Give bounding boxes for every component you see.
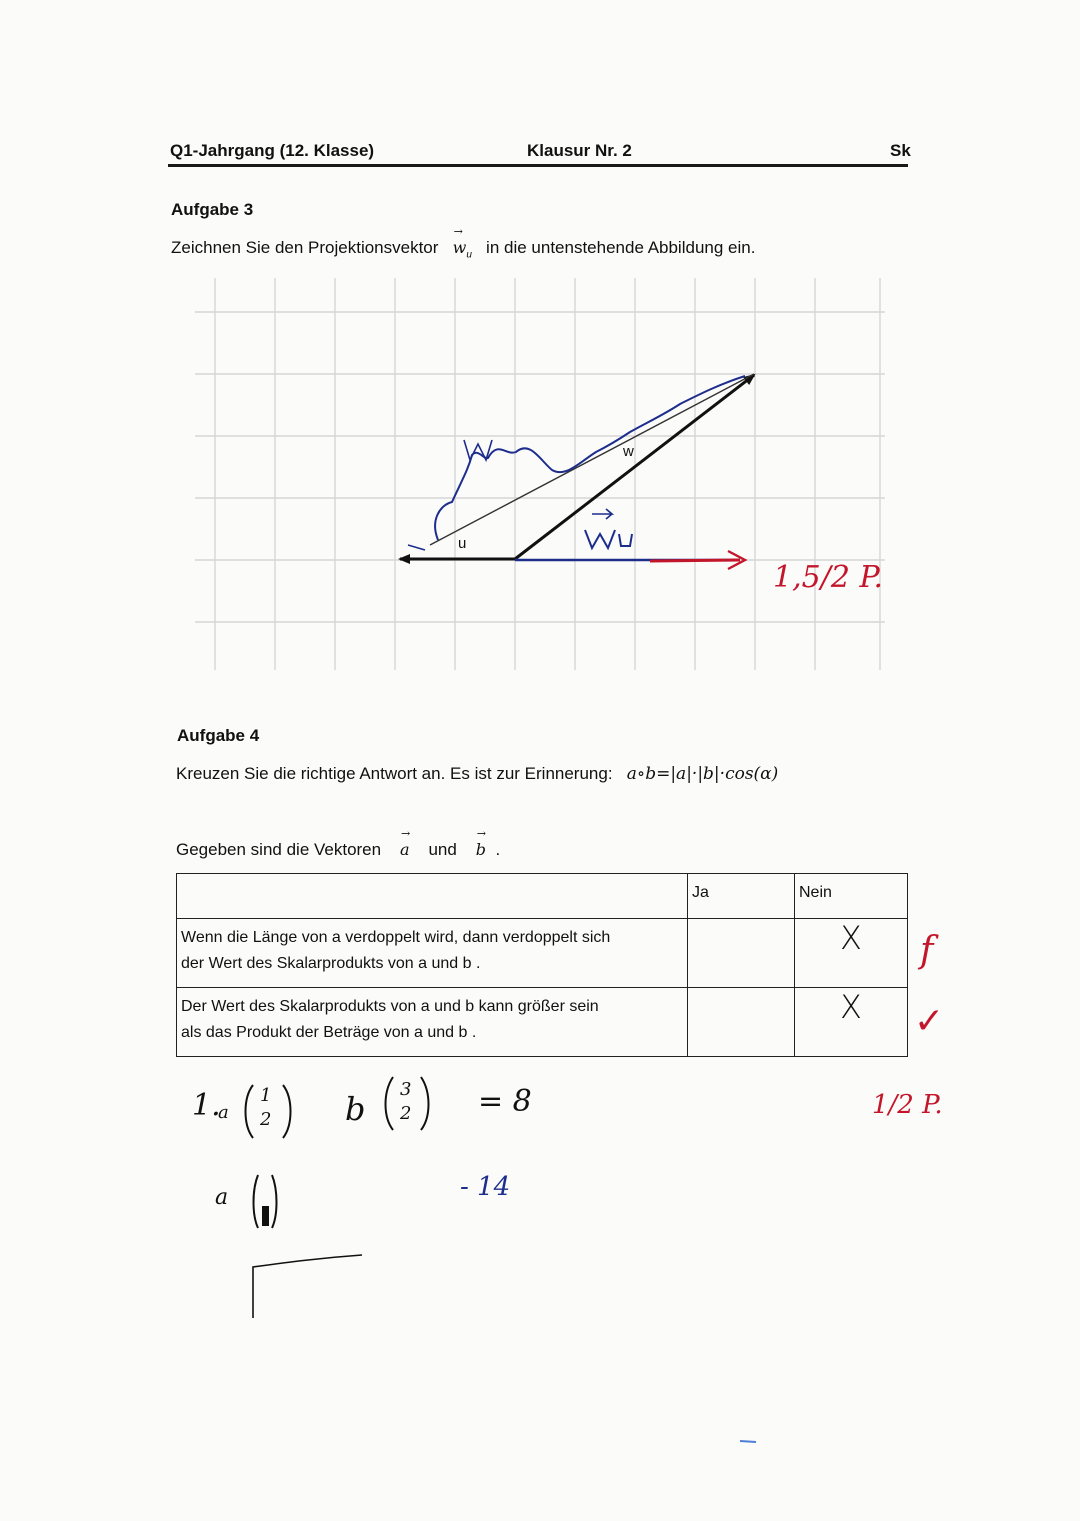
header-class: Q1-Jahrgang (12. Klasse) xyxy=(170,141,375,160)
calc-result-2: - 14 xyxy=(460,1172,511,1202)
vector-b-symbol: → b xyxy=(476,840,486,859)
task3-vector-subscript: u xyxy=(466,249,472,261)
calc-vec-b-symbol: b xyxy=(345,1090,366,1128)
task4-formula: a∘b=|a|·|b|·cos(α) xyxy=(626,764,779,784)
scribble-block xyxy=(262,1206,269,1226)
header-initials: Sk xyxy=(890,141,911,160)
statement-cell xyxy=(177,919,688,988)
handwritten-w-letter xyxy=(585,530,615,548)
table-row xyxy=(177,919,908,988)
task4-instruction-line xyxy=(176,764,778,784)
calc-label: 1. xyxy=(192,1088,221,1123)
mark-correct: ✓ xyxy=(914,1000,945,1041)
task3-instruction-after: in die untenstehende Abbildung ein. xyxy=(486,238,756,257)
calc-result-1: = 8 xyxy=(478,1084,532,1119)
task4-instruction: Kreuzen Sie die richtige Antwort an. Es ist zur Erinnerung: xyxy=(176,764,613,783)
handwritten-arrow xyxy=(592,509,612,519)
statement-cell xyxy=(177,988,688,1057)
vector-entry: 2 xyxy=(260,1109,272,1130)
vector-entry: 3 xyxy=(400,1079,412,1100)
header-exam-title: Klausur Nr. 2 xyxy=(527,141,632,160)
vector-a-symbol: → a xyxy=(400,840,410,859)
answer-nein-cell[interactable]: X xyxy=(795,919,908,988)
projection-correction xyxy=(650,560,740,561)
bracket-left xyxy=(246,1085,254,1138)
task3-title: Aufgabe 3 xyxy=(171,200,254,219)
pen-mark xyxy=(740,1441,756,1442)
task3-score: 1,5/2 P. xyxy=(773,560,884,595)
task4-title: Aufgabe 4 xyxy=(177,726,260,745)
calc-vector-a xyxy=(260,1084,271,1132)
grid xyxy=(195,278,885,670)
table-header-row xyxy=(177,874,908,919)
answer-table xyxy=(176,873,908,1057)
handwritten-wave xyxy=(435,376,745,540)
handwritten-u-letter xyxy=(619,534,632,546)
handwritten-stroke xyxy=(408,545,425,550)
statement-line: Der Wert des Skalarprodukts von a und b kann größer sein xyxy=(181,998,599,1015)
task4-given-and: und xyxy=(428,840,457,859)
statement-line: als das Produkt der Beträge von a und b . xyxy=(181,1024,477,1041)
vector-entry: 2 xyxy=(400,1103,412,1124)
answer-ja-cell[interactable] xyxy=(688,919,795,988)
bracket-right xyxy=(283,1085,291,1138)
construction-line xyxy=(430,374,754,545)
table-header-statement xyxy=(177,874,688,919)
task4-score: 1/2 P. xyxy=(872,1090,943,1120)
answer-ja-cell[interactable] xyxy=(688,988,795,1057)
answer-nein-cell[interactable]: X xyxy=(795,988,908,1057)
vector-entry: 1 xyxy=(260,1085,272,1106)
bracket-right xyxy=(272,1175,277,1228)
handwritten-root xyxy=(253,1255,362,1318)
statement-line: Wenn die Länge von a verdoppelt wird, dann verdoppelt sich xyxy=(181,929,611,946)
mark-false: f xyxy=(920,930,934,971)
task4-given-end: . xyxy=(495,840,501,859)
calc-vec-a2-symbol: a xyxy=(215,1185,229,1210)
bracket-left xyxy=(386,1077,394,1130)
task4-given xyxy=(176,840,500,860)
bracket-right xyxy=(421,1077,429,1130)
table-header-nein: Nein xyxy=(795,874,908,919)
table-row xyxy=(177,988,908,1057)
table-header-ja: Ja xyxy=(688,874,795,919)
bracket-left xyxy=(254,1175,259,1228)
calc-vec-a-symbol: a xyxy=(218,1102,229,1123)
label-w: w xyxy=(623,443,634,460)
calc-vector-b xyxy=(400,1078,411,1126)
task3-instruction-before: Zeichnen Sie den Projektionsvektor xyxy=(171,238,439,257)
task3-vector-symbol: → w xyxy=(453,238,467,257)
label-u: u xyxy=(458,535,467,552)
task4-given-before: Gegeben sind die Vektoren xyxy=(176,840,382,859)
statement-line: der Wert des Skalarprodukts von a und b . xyxy=(181,955,481,972)
